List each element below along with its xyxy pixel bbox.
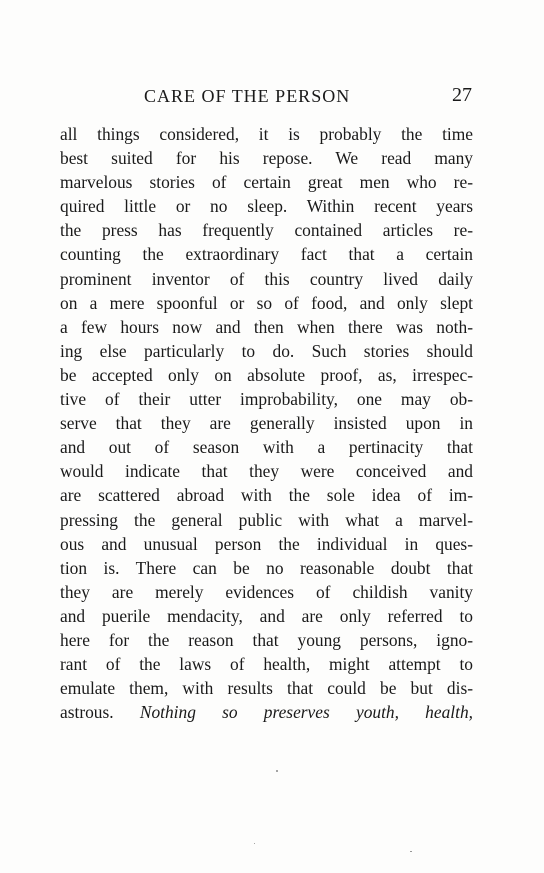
text-line: the press has frequently contained articles re- xyxy=(60,220,473,241)
running-head xyxy=(60,86,472,112)
text-line: they are merely evidences of childish vanity xyxy=(60,581,473,602)
text-line: emulate them, with results that could be but dis- xyxy=(60,678,473,699)
text-line: marvelous stories of certain great men who re- xyxy=(60,172,473,193)
text-line: pressing the general public with what a marvel- xyxy=(60,509,473,530)
text-line: tion is. There can be no reasonable doubt that xyxy=(60,557,473,578)
text-line-final xyxy=(60,700,473,724)
final-line-roman: astrous. xyxy=(60,702,114,723)
text-line: would indicate that they were conceived and xyxy=(60,461,473,482)
body-text xyxy=(60,122,473,724)
text-line: here for the reason that young persons, igno- xyxy=(60,629,473,650)
text-line: a few hours now and then when there was noth- xyxy=(60,316,473,337)
text-line: ing else particularly to do. Such stories should xyxy=(60,340,473,361)
text-line: serve that they are generally insisted upon in xyxy=(60,413,473,434)
text-line: are scattered abroad with the sole idea of im- xyxy=(60,485,473,506)
text-line: rant of the laws of health, might attempt to xyxy=(60,654,473,675)
text-line: and puerile mendacity, and are only referred to xyxy=(60,605,473,626)
text-line: best suited for his repose. We read many xyxy=(60,148,473,169)
text-line: all things considered, it is probably the time xyxy=(60,124,473,144)
text-line: prominent inventor of this country lived daily xyxy=(60,268,473,289)
text-line: ous and unusual person the individual in ques- xyxy=(60,533,473,554)
page-number: 27 xyxy=(452,84,472,106)
final-line-italic: Nothing so preserves youth, health, xyxy=(139,702,473,723)
print-speck xyxy=(410,851,412,852)
text-line: be accepted only on absolute proof, as, irrespec- xyxy=(60,364,473,385)
text-line: tive of their utter improbability, one may ob- xyxy=(60,389,473,410)
print-speck xyxy=(254,843,255,844)
running-title: CARE OF THE PERSON xyxy=(144,86,351,106)
text-line: on a mere spoonful or so of food, and only slept xyxy=(60,292,473,313)
text-line: counting the extraordinary fact that a certain xyxy=(60,244,473,265)
text-line: quired little or no sleep. Within recent years xyxy=(60,196,473,217)
print-speck xyxy=(276,770,278,772)
text-line: and out of season with a pertinacity that xyxy=(60,437,473,458)
